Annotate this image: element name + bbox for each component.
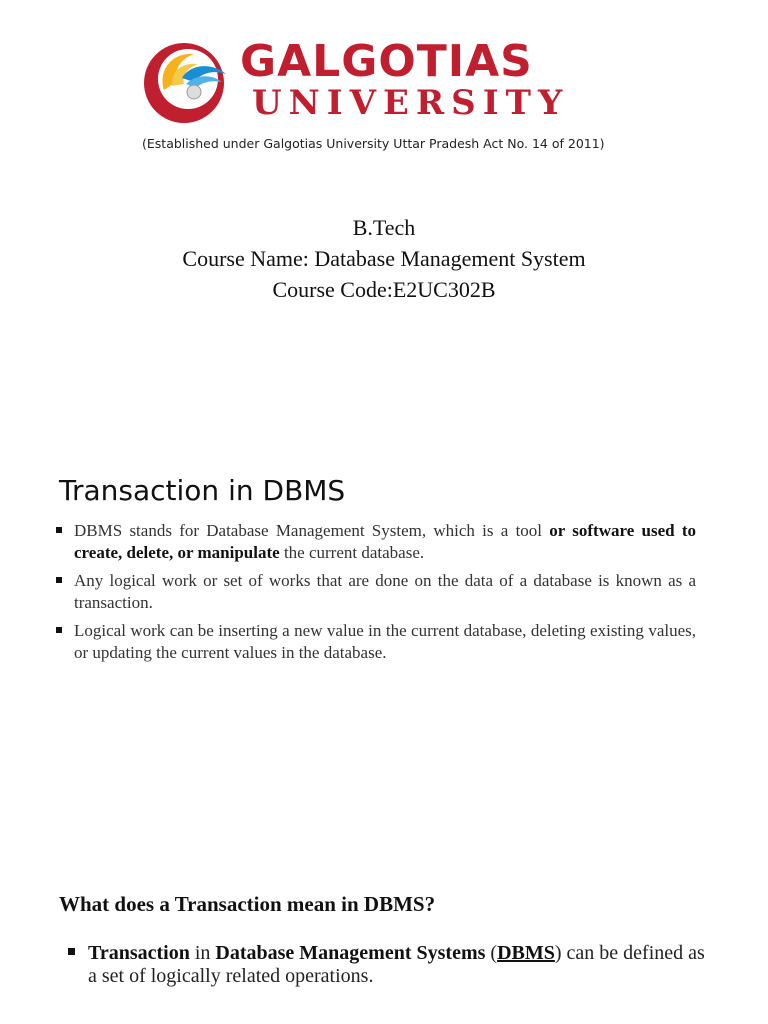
bold-term-transaction: Transaction <box>88 942 190 964</box>
square-bullet-icon <box>68 948 75 955</box>
slide-title: What does a Transaction mean in DBMS? <box>59 892 436 916</box>
slide-title: Transaction in DBMS <box>59 474 346 507</box>
square-bullet-icon <box>56 627 62 633</box>
title-slide <box>0 0 768 440</box>
course-info <box>0 212 768 305</box>
bold-underlined-dbms: DBMS <box>497 942 555 964</box>
bullet-text: Logical work can be inserting a new value in the current database, deleting existing values, or updating the current values in the database. <box>74 621 696 662</box>
course-code: Course Code:E2UC302B <box>272 277 496 302</box>
square-bullet-icon <box>56 577 62 583</box>
bold-term-dbms-full: Database Management Systems <box>215 942 486 964</box>
list-item <box>56 620 696 663</box>
list-item <box>56 520 696 563</box>
list-item <box>68 942 708 988</box>
list-item <box>56 570 696 613</box>
bullet-text: in <box>189 942 216 964</box>
logo-name: GALGOTIAS <box>240 36 533 87</box>
program-label: B.Tech <box>352 215 416 240</box>
logo-established-note: (Established under Galgotias University Uttar Pradesh Act No. 14 of 2011) <box>142 136 605 151</box>
bullet-text-bold: or software used to create, delete, or manipulate <box>74 521 696 562</box>
course-name: Course Name: Database Management System <box>182 246 586 271</box>
bullet-text: ( <box>485 942 498 964</box>
bullet-text-post: the current database. <box>279 542 425 562</box>
bullet-list <box>68 942 708 988</box>
logo-university: UNIVERSITY <box>252 83 570 123</box>
university-logo <box>142 36 605 164</box>
bullet-text-pre: DBMS stands for Database Management System, which is a tool <box>74 521 550 540</box>
university-emblem-icon <box>142 40 230 126</box>
bullet-text: Any logical work or set of works that are done on the data of a database is known as a transaction. <box>74 571 696 612</box>
square-bullet-icon <box>56 527 62 533</box>
bullet-list <box>56 520 696 670</box>
transaction-meaning-slide <box>0 860 768 1024</box>
bullet-text: ) can be defined as a set of logically related operations. <box>88 942 705 987</box>
transaction-slide <box>0 440 768 860</box>
